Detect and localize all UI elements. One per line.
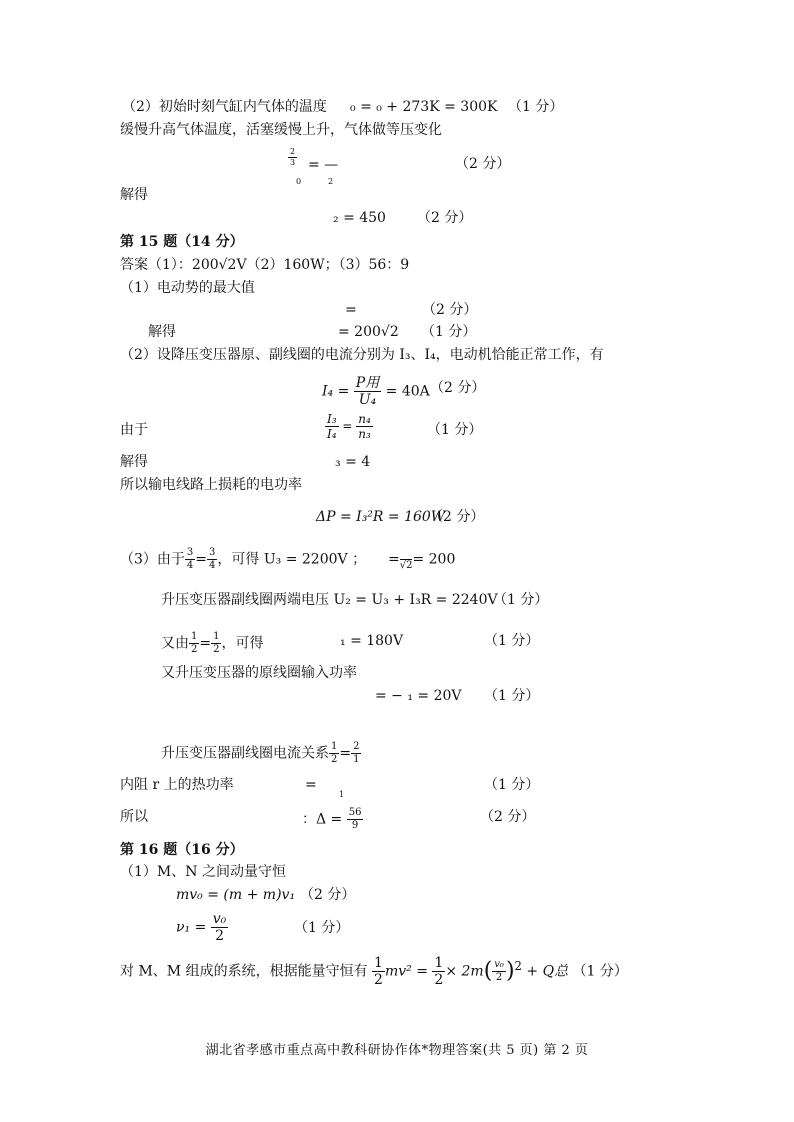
I4-rhs: = 40A: [385, 383, 430, 400]
again-mid: ，可得: [221, 635, 264, 652]
fraction-denominator: 2: [374, 972, 383, 988]
score-label: （1 分）: [294, 920, 350, 936]
q15-U2-line: 升压变压器副线圈两端电压 U₂ = U₃ + I₃R = 2240V: [161, 592, 498, 608]
fraction-denominator: 9: [351, 820, 359, 831]
current-rel-text: 升压变压器副线圈电流关系: [161, 745, 329, 762]
fraction-numerator: v₀: [212, 911, 227, 927]
score-label: （2 分）: [430, 380, 486, 396]
q16-energy-line: 对 M、M 组成的系统，根据能量守恒有 $\frac{1}{2}$ mv² = $\frac{1}{2}$ × 2m( $\frac{\text{v₀}}{2}$ )$^2$ + Q总 （1 分）: [120, 955, 628, 988]
q15-power-equation: = − ₁ = 20V: [375, 688, 462, 704]
so-label: 所以: [120, 809, 148, 825]
q15-part3-line: （3）由于 $\frac{3}{4}$ = $\frac{3}{4}$ ，可得 U₃ = 2200V ；: [120, 547, 367, 571]
q14-denominator-right: 2: [328, 177, 334, 186]
score-label: （1 分）: [493, 592, 549, 608]
fraction-denominator: 4: [209, 560, 216, 571]
score-label: （1 分）: [427, 422, 483, 438]
fraction-numerator: 1: [191, 631, 198, 642]
fraction-denominator: U₄: [358, 392, 377, 408]
q15-again1-result: ₁ = 180V: [340, 633, 404, 649]
q15-part3-eq: = √2 = 200: [388, 548, 455, 571]
energy-term2: × 2m: [445, 963, 484, 980]
because-label: 由于: [120, 422, 148, 438]
q15-final-ratio: [302, 808, 363, 831]
q14-isobaric-equation: [288, 148, 297, 167]
fraction-numerator: 1: [331, 741, 338, 752]
fraction-denominator: 3: [290, 158, 296, 167]
fraction-numerator: 2: [290, 147, 296, 156]
score-label: （2 分）: [455, 156, 511, 172]
energy-term1: mv²: [384, 963, 412, 980]
final-prefix: ：Δ =: [302, 811, 343, 828]
solve-label: 解得: [120, 454, 148, 470]
q15-part2-text: （2）设降压变压器原、副线圈的电流分别为 I₃、I₄，电动机恰能正常工作，有: [120, 347, 604, 363]
fraction-numerator: 3: [186, 547, 194, 558]
q15-answer-summary: 答案（1）：200√2V（2）160W；（3）56：9: [120, 257, 410, 273]
part3-eq-value: = 200: [412, 551, 456, 568]
fraction-numerator: 56: [348, 807, 362, 818]
solve-label: 解得: [148, 324, 176, 340]
q14-equals: = —: [308, 157, 339, 173]
q15-part1-text: （1）电动势的最大值: [120, 280, 255, 296]
fraction-numerator: P用: [355, 375, 380, 391]
fraction-numerator: 1: [213, 631, 220, 642]
fraction-denominator: 2: [191, 644, 198, 655]
score-label: （1 分）: [421, 324, 477, 340]
score-label: （2 分）: [300, 887, 356, 903]
q16-momentum-eq: mv₀ = (m + m)v₁: [176, 887, 296, 903]
score-label: （2 分）: [429, 509, 485, 525]
fraction-numerator: I₃: [327, 412, 337, 426]
fraction-denominator: 1: [353, 754, 360, 765]
again-prefix: 又由: [161, 635, 189, 652]
q15-heat-intro: 内阻 r 上的热功率: [120, 777, 234, 793]
fraction-denominator: 2: [495, 972, 503, 983]
q14-result: ₂ = 450: [333, 210, 386, 226]
q14-denominator-left: 0: [296, 177, 302, 186]
fraction-numerator: n₄: [358, 412, 371, 426]
energy-prefix: 对 M、M 组成的系统，根据能量守恒有: [120, 963, 368, 980]
q15-loss-intro: 所以输电线路上损耗的电功率: [120, 477, 302, 493]
q15-I3-result: ₃ = 4: [335, 454, 371, 470]
q16-part1-text: （1）M、N 之间动量守恒: [120, 864, 286, 880]
fraction-numerator: 1: [374, 955, 383, 971]
score-label: （2 分）: [417, 210, 473, 226]
score-label: （2 分）: [480, 809, 536, 825]
q15-result1: = 200√2: [338, 324, 399, 340]
score-label: （1 分）: [484, 777, 540, 793]
q15-heading: 第 15 题（14 分）: [120, 234, 244, 250]
fraction-denominator: 2: [331, 754, 338, 765]
energy-tail: + Q总: [526, 963, 569, 980]
fraction-denominator: 2: [434, 972, 444, 988]
fraction-numerator: 3: [209, 547, 216, 558]
fraction-denominator: 2: [213, 644, 220, 655]
q15-again1-line: 又由 $\frac{1}{2}$ = $\frac{1}{2}$ ，可得: [161, 631, 264, 655]
score-label: （1 分）: [484, 688, 540, 704]
score-label: （1 分）: [508, 99, 564, 115]
q14-temp-equation: ₀ = ₀ + 273K = 300K: [350, 99, 498, 115]
score-label: （1 分）: [484, 633, 540, 649]
q16-velocity-eq: [176, 912, 228, 943]
fraction-denominator: 4: [186, 560, 194, 571]
part3-prefix: （3）由于: [120, 551, 185, 568]
fraction-numerator: 1: [434, 955, 444, 971]
sqrt2-label: √2: [399, 560, 413, 571]
fraction-denominator: 2: [215, 928, 224, 944]
q14-slow-heat-text: 缓慢升高气体温度，活塞缓慢上升，气体做等压变化: [120, 122, 442, 138]
fraction-numerator: v₀: [494, 959, 504, 970]
page-footer: 湖北省孝感市重点高中教科研协作体*物理答案(共 5 页) 第 2 页: [205, 1043, 589, 1058]
q16-heading: 第 16 题（16 分）: [120, 842, 244, 858]
fraction-denominator: I₄: [327, 427, 337, 441]
velocity-lhs: ν₁ =: [176, 919, 207, 936]
q15-power-intro: 又升压变压器的原线圈输入功率: [161, 665, 357, 681]
q15-I4-equation: [322, 376, 430, 407]
q15-heat-eq: =: [305, 777, 317, 793]
q15-loss-equation: ΔP = I₃²R = 160W: [316, 509, 446, 525]
q15-ratio-equation: $\frac{\text{I₃}}{\text{I₄}}$ = $\frac{\text{n₄}}{\text{n₃}}$: [327, 412, 371, 441]
part3-mid: ，可得 U₃ = 2200V ；: [217, 551, 367, 568]
I4-lhs: I₄ =: [322, 383, 350, 400]
solve-label: 解得: [120, 187, 148, 203]
fraction-numerator: 2: [353, 741, 360, 752]
score-label: （2 分）: [422, 302, 478, 318]
q15-eq1: =: [345, 302, 357, 318]
score-label: （1 分）: [572, 963, 628, 980]
q14-part2-intro: （2）初始时刻气缸内气体的温度: [122, 99, 327, 115]
q15-heat-sub: 1: [339, 790, 345, 799]
q15-current-relation: 升压变压器副线圈电流关系 $\frac{1}{2}$ = $\frac{2}{1}$: [161, 741, 360, 765]
fraction-denominator: n₃: [358, 427, 371, 441]
